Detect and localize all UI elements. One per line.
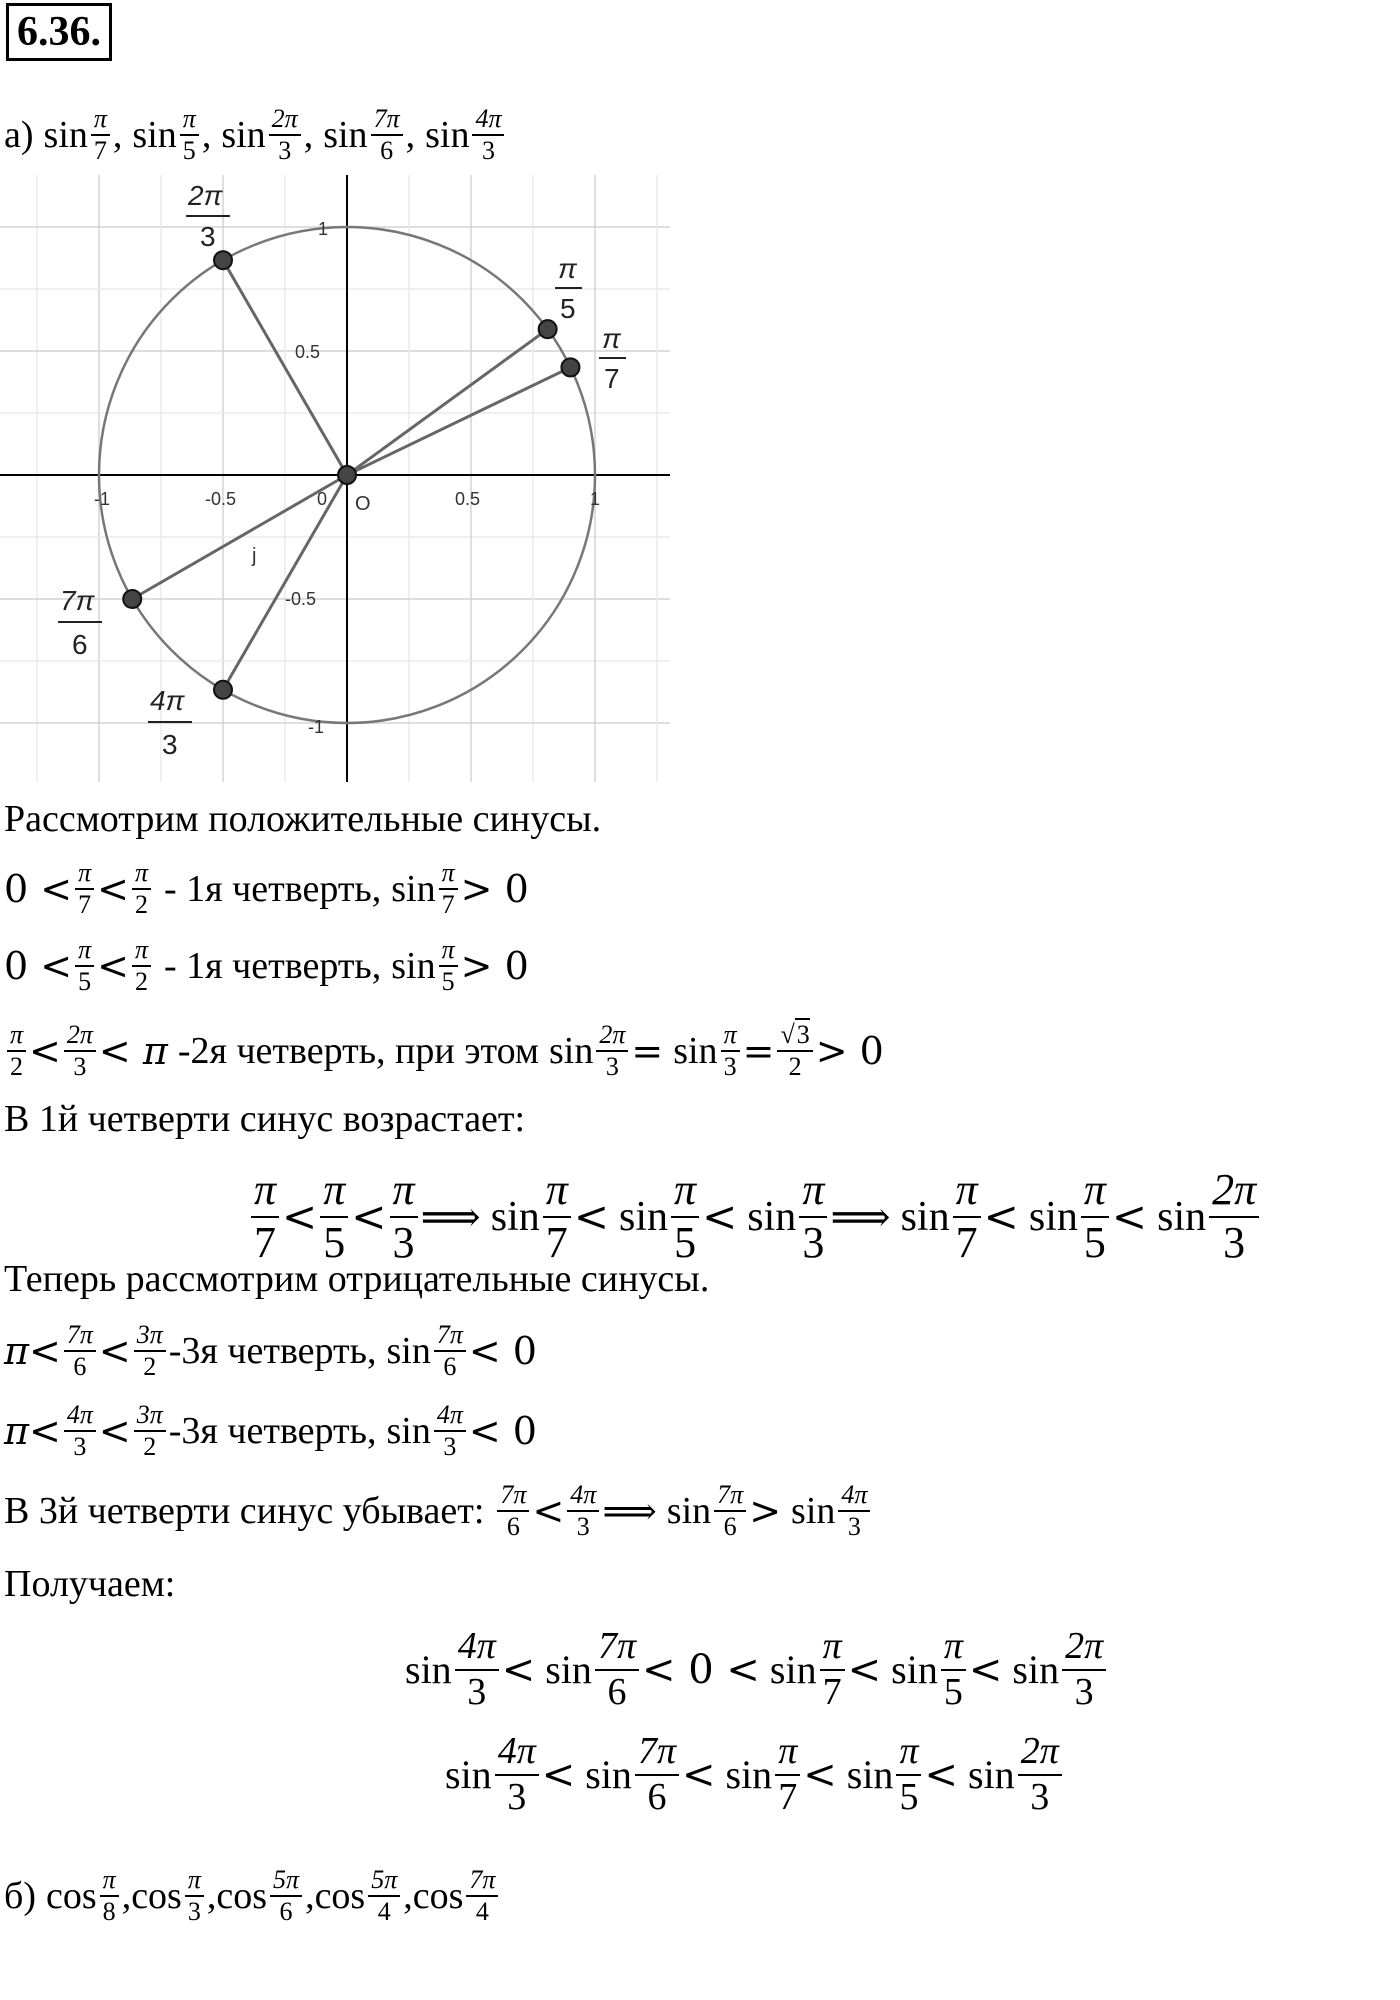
part-b-header: б) cos $\frac{\pi}{8}$ , cos $\frac{\pi}{3}$ , cos $\frac{5\pi}{6}$ , cos $\frac{5\pi}{4}$ , cos $\frac{7\pi}{4}$: [4, 1865, 501, 1927]
fn-name: sin: [425, 113, 470, 156]
ineq-pi5: 0 < $\frac{\pi}{5}$ < $\frac{\pi}{2}$ - 1я четверть, sin $\frac{\pi}{5}$ > 0: [4, 935, 529, 996]
fraction: $\frac{\pi}{7}$: [91, 104, 110, 166]
x-tick-label: -1: [94, 489, 111, 509]
part-a-header: а) sin $\frac{\pi}{7}$ , sin $\frac{\pi}{5}$ , sin $\frac{2\pi}{3}$ , sin $\frac{7\pi}{6}$ , sin $\frac{4\pi}{3}$: [4, 104, 507, 166]
fn-name: sin: [43, 113, 88, 156]
result-chain-1: sin $\frac{4\pi}{3}$ < sin $\frac{7\pi}{6}$ < 0 < sin $\frac{\pi}{7}$ < sin $\frac{\pi}{5}$ < sin $\frac{2\pi}{3}$: [405, 1625, 1109, 1714]
increasing-chain: $\frac{\pi}{7}$ < $\frac{\pi}{5}$ < $\frac{\pi}{3}$ ⟹ sin $\frac{\pi}{7}$ < sin $\frac{\pi}{5}$ < sin $\frac{\pi}{3}$ ⟹ sin $\frac{\pi}{7}$ < sin $\frac{\pi}{5}$ < sin $\frac{2\pi}{3}$: [248, 1165, 1262, 1268]
point-label-den: 3: [162, 729, 178, 760]
circle-point: [214, 251, 232, 269]
point-label-den: 5: [560, 293, 576, 324]
problem-number: 6.36.: [6, 3, 112, 61]
point-label-num: 7π: [60, 585, 95, 616]
ineq-pi7: 0 < $\frac{\pi}{7}$ < $\frac{\pi}{2}$ - 1я четверть, sin $\frac{\pi}{7}$ > 0: [4, 858, 529, 919]
fraction: $\frac{7\pi}{6}$: [371, 104, 403, 166]
ineq-7pi6: π < $\frac{7\pi}{6}$ < $\frac{3\pi}{2}$ -3я четверть, sin $\frac{7\pi}{6}$ < 0: [4, 1320, 537, 1381]
origin-point: [338, 466, 356, 484]
result-text: Получаем:: [4, 1563, 176, 1605]
circle-point: [214, 681, 232, 699]
point-label-den: 3: [200, 221, 216, 252]
fn-name: sin: [323, 113, 368, 156]
increasing-text: В 1й четверти синус возрастает:: [4, 1098, 526, 1140]
part-b-label: б): [4, 1874, 36, 1917]
point-label-num: π: [602, 323, 621, 354]
x-tick-label: 0: [317, 489, 328, 509]
unit-circle-graph: [0, 170, 680, 790]
x-tick-label: 0.5: [455, 489, 481, 509]
point-label-den: 6: [72, 629, 88, 660]
fraction: $\frac{4\pi}{3}$: [472, 104, 504, 166]
circle-point: [561, 358, 579, 376]
radius-segment: [347, 367, 570, 475]
fraction: $\frac{2\pi}{3}$: [269, 104, 301, 166]
y-tick-label: 1: [318, 219, 329, 239]
y-tick-label: -0.5: [285, 589, 317, 609]
origin-label: O: [355, 493, 371, 515]
negative-intro: Теперь рассмотрим отрицательные синусы.: [4, 1258, 710, 1300]
point-label-den: 7: [604, 363, 620, 394]
fraction: $\frac{\pi}{5}$: [180, 104, 199, 166]
part-a-label: а): [4, 113, 34, 156]
circle-point: [123, 590, 141, 608]
x-tick-label: -0.5: [205, 489, 237, 509]
ineq-2pi3: $\frac{\pi}{2}$ < $\frac{2\pi}{3}$ < π -2я четверть, при этом sin $\frac{2\pi}{3}$ = sin $\frac{\pi}{3}$ = $\frac{√3}{2}$ > 0: [4, 1020, 884, 1082]
decreasing-line: В 3й четверти синус убывает: $\frac{7\pi}{6}$ < $\frac{4\pi}{3}$ ⟹ sin $\frac{7\pi}{6}$ > sin $\frac{4\pi}{3}$: [4, 1480, 873, 1542]
x-tick-label: 1: [590, 489, 601, 509]
fn-name: sin: [132, 113, 177, 156]
point-label-num: 4π: [150, 685, 185, 716]
segment-label: j: [252, 545, 257, 567]
point-label-num: 2π: [188, 180, 223, 211]
point-label-num: π: [558, 253, 577, 284]
y-tick-label: -1: [308, 717, 325, 737]
fn-name: sin: [221, 113, 266, 156]
result-chain-2: sin $\frac{4\pi}{3}$ < sin $\frac{7\pi}{6}$ < sin $\frac{\pi}{7}$ < sin $\frac{\pi}{5}$ < sin $\frac{2\pi}{3}$: [445, 1730, 1065, 1819]
positive-intro: Рассмотрим положительные синусы.: [4, 798, 602, 840]
y-tick-label: 0.5: [295, 342, 321, 362]
ineq-4pi3: π < $\frac{4\pi}{3}$ < $\frac{3\pi}{2}$ -3я четверть, sin $\frac{4\pi}{3}$ < 0: [4, 1400, 537, 1461]
circle-point: [539, 320, 557, 338]
